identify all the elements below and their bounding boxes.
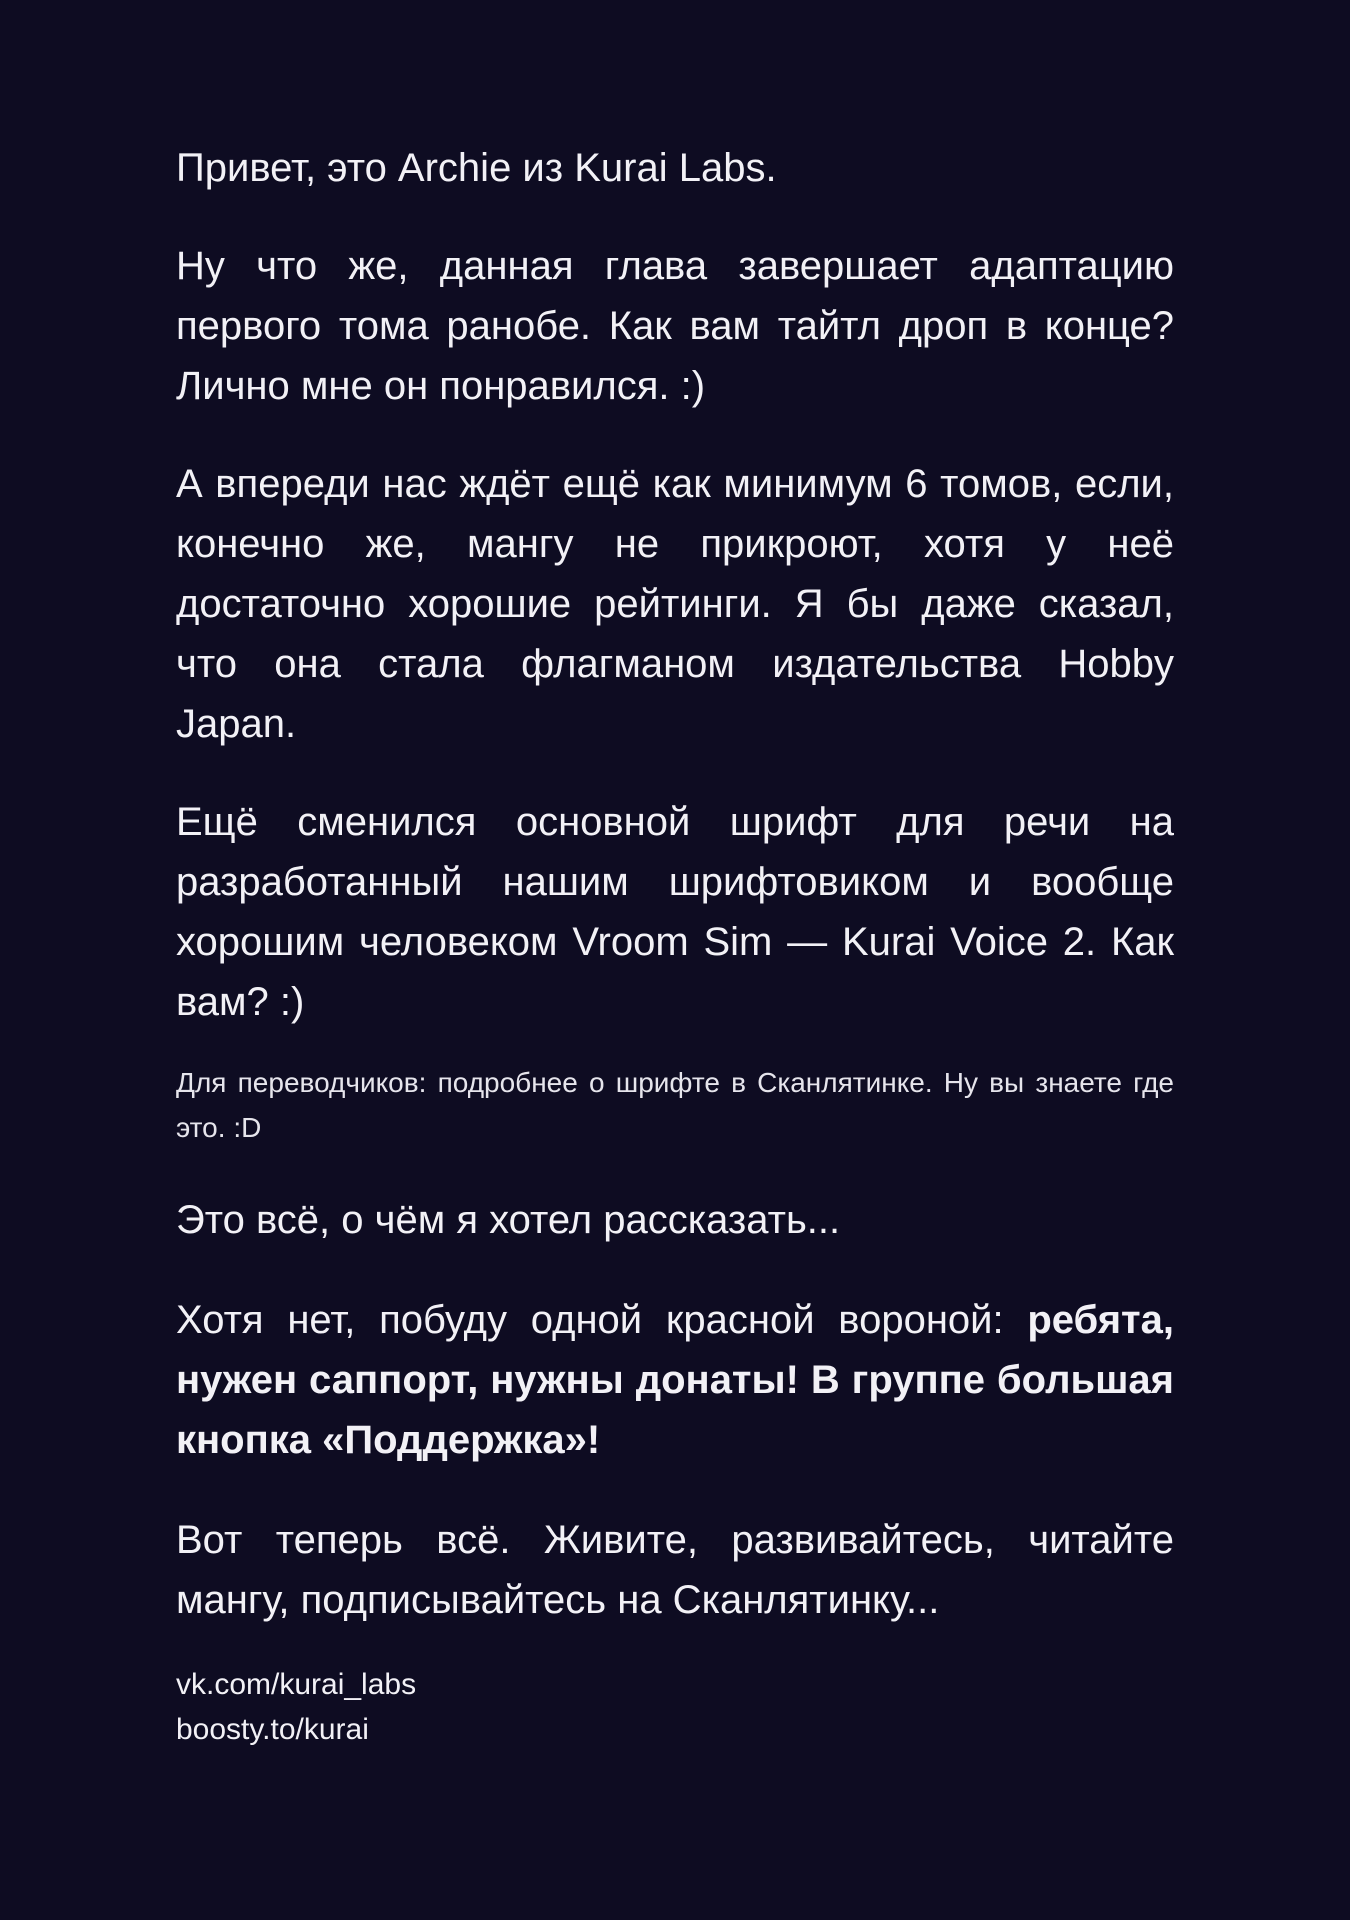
link-boosty[interactable]: boosty.to/kurai (176, 1713, 369, 1746)
paragraph-upcoming-volumes: А впереди нас ждёт ещё как минимум 6 томов, если, конечно же, мангу не прикроют, хотя у неё достаточно хорошие рейтинги. Я бы даже сказал, что она стала флагманом издательства Hobby Japan. (176, 462, 1174, 746)
support-call-to-action: ребята, нужен саппорт, нужны донаты! В группе большая кнопка «Поддержка»! (176, 1298, 1174, 1462)
links-block (176, 1662, 1174, 1752)
greeting-text: Привет, это Archie из Kurai Labs. (176, 146, 777, 190)
closing-text: Это всё, о чём я хотел рассказать... (176, 1198, 841, 1242)
paragraph-new-font: Ещё сменился основной шрифт для речи на разработанный нашим шрифтовиком и вообще хорошим человеком Vroom Sim — Kurai Voice 2. Как вам? :) (176, 800, 1174, 1024)
farewell-text: Вот теперь всё. Живите, развивайтесь, читайте мангу, подписывайтесь на Сканлятинку... (176, 1518, 1174, 1622)
translator-note: Для переводчиков: подробнее о шрифте в Сканлятинке. Ну вы знаете где это. :D (176, 1067, 1174, 1143)
paragraph-volume-end: Ну что же, данная глава завершает адаптацию первого тома ранобе. Как вам тайтл дроп в конце? Лично мне он понравился. :) (176, 244, 1174, 408)
afterword-page (176, 138, 1174, 1752)
support-paragraph (176, 1290, 1174, 1470)
support-lead-text: Хотя нет, побуду одной красной вороной: (176, 1298, 1028, 1342)
link-vk[interactable]: vk.com/kurai_labs (176, 1668, 417, 1701)
